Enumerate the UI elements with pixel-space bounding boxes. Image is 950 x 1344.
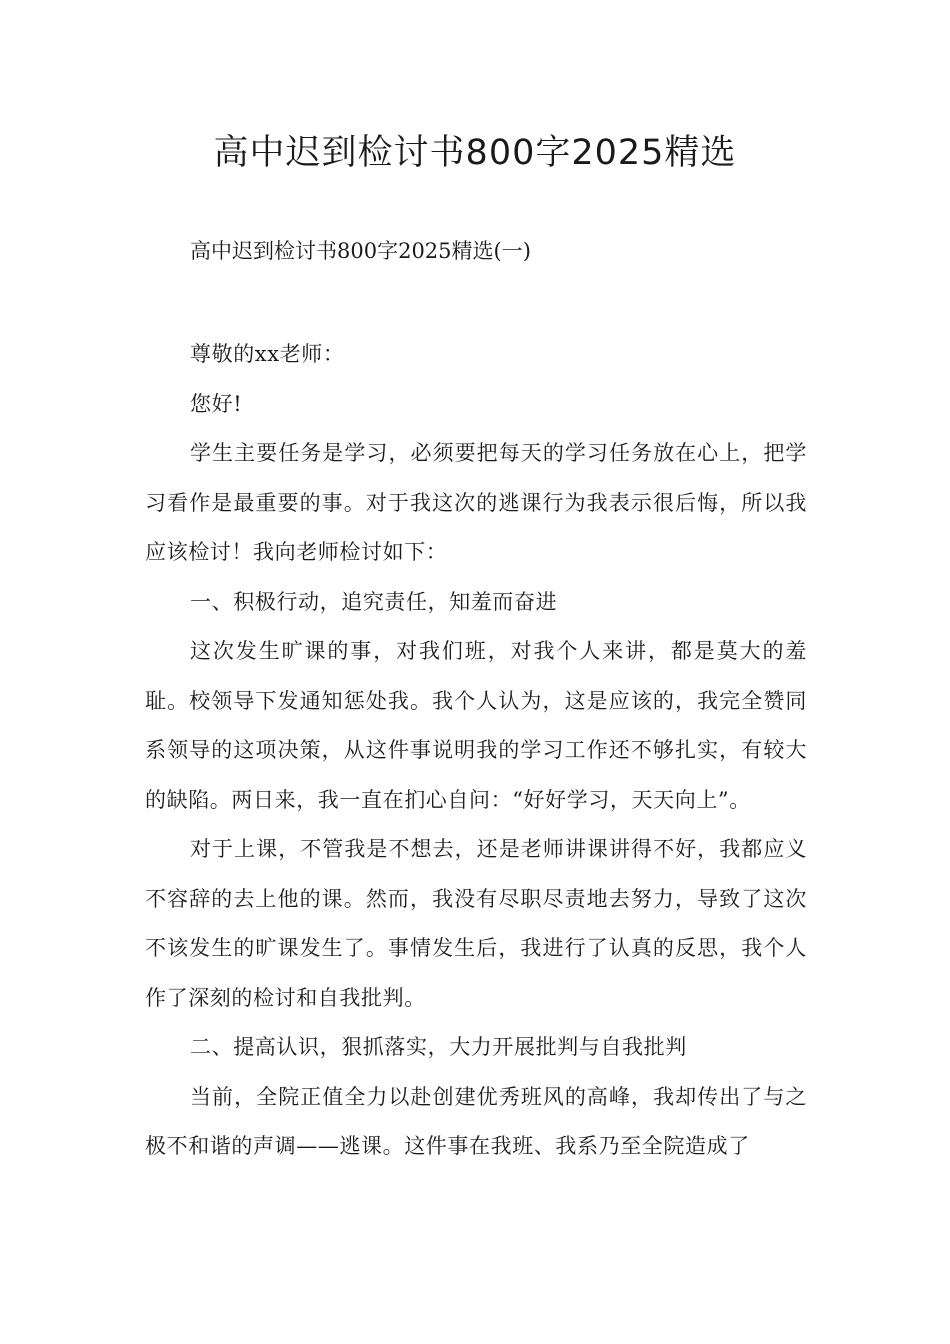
salutation: 尊敬的xx老师： <box>190 342 345 366</box>
body-paragraph: 对于上课，不管我是不想去，还是老师讲课讲得不好，我都应义不容辞的去上他的课。然而，我没有尽职尽责地去努力，导致了这次不该发生的旷课发生了。事情发生后，我进行了认真的反思，我个人作了深刻的检讨和自我批判。 <box>145 837 807 1010</box>
body-paragraph: 当前，全院正值全力以赴创建优秀班风的高峰，我却传出了与之极不和谐的声调——逃课。这件事在我班、我系乃至全院造成了 <box>145 1084 807 1158</box>
document-title: 高中迟到检讨书800字2025精选 <box>213 133 737 173</box>
body-paragraph: 学生主要任务是学习，必须要把每天的学习任务放在心上，把学习看作是最重要的事。对于我这次的逃课行为我表示很后悔，所以我应该检讨！我向老师检讨如下： <box>145 441 807 564</box>
greeting: 您好! <box>190 391 243 416</box>
body-paragraph: 这次发生旷课的事，对我们班，对我个人来讲，都是莫大的羞耻。校领导下发通知惩处我。我个人认为，这是应该的，我完全赞同系领导的这项决策，从这件事说明我的学习工作还不够扎实，有较大的缺陷。两日来，我一直在扪心自问：“好好学习，天天向上”。 <box>145 639 807 812</box>
section-heading: 二、提高认识，狠抓落实，大力开展批判与自我批判 <box>190 1035 687 1059</box>
section-subtitle: 高中迟到检讨书800字2025精选(一) <box>190 239 531 263</box>
section-heading: 一、积极行动，追究责任，知羞而奋进 <box>190 589 558 614</box>
document-body <box>145 330 807 1172</box>
